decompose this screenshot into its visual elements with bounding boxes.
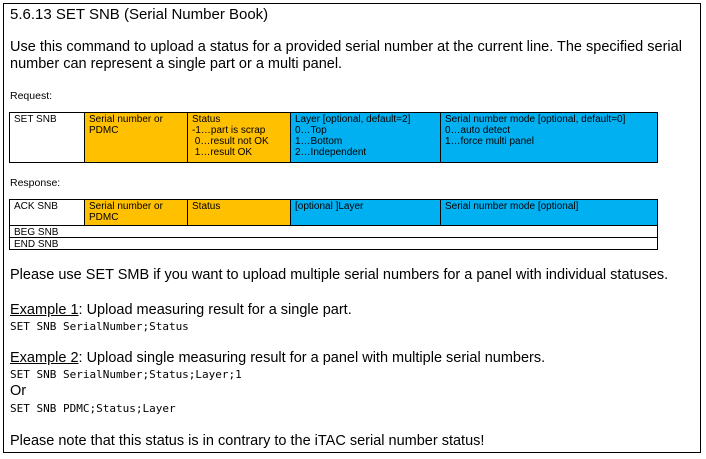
example-2-label: Example 2 (10, 350, 79, 366)
cell-line: Serial number mode [optional, default=0] (445, 114, 626, 125)
cell-line: 0…auto detect (445, 125, 511, 136)
cell-line: 1…Bottom (295, 136, 343, 147)
cell-line: SET SNB (14, 114, 57, 125)
note-final: Please note that this status is in contrary to the iTAC serial number status! (10, 433, 485, 449)
request-mode-cell (440, 112, 658, 163)
response-serial-cell (84, 199, 188, 226)
cell-line: 0…result not OK (192, 136, 269, 147)
response-end-row: END SNB (9, 237, 658, 250)
example-1-label: Example 1 (10, 302, 79, 318)
example-2-code-1: SET SNB SerialNumber;Status;Layer;1 (10, 368, 242, 381)
section-heading: 5.6.13 SET SNB (Serial Number Book) (10, 6, 269, 23)
response-begin-row: BEG SNB (9, 225, 658, 238)
cell-line: 1…force multi panel (445, 136, 534, 147)
request-label: Request: (10, 90, 53, 102)
response-layer-cell (290, 199, 441, 226)
cell-line: PDMC (89, 125, 119, 136)
cell-line: Serial number or (89, 201, 163, 212)
cell-line: -1…part is scrap (192, 125, 266, 136)
cell-line: ACK SNB (14, 201, 58, 212)
cell-line: 2…Independent (295, 147, 367, 158)
response-mode-cell (440, 199, 658, 226)
cell-line: 0…Top (295, 125, 327, 136)
example-1-code: SET SNB SerialNumber;Status (10, 320, 189, 333)
cell-line: Layer [optional, default=2] (295, 114, 411, 125)
cell-line: Status (192, 201, 221, 212)
example-2-line (10, 350, 545, 366)
cell-line: [optional ]Layer (295, 201, 364, 212)
request-layer-cell (290, 112, 441, 163)
example-2-code-2: SET SNB PDMC;Status;Layer (10, 402, 176, 415)
example-2-or: Or (10, 383, 27, 399)
example-1-line (10, 302, 352, 318)
response-label: Response: (10, 177, 61, 189)
cell-line: Serial number or (89, 114, 163, 125)
cell-line: Status (192, 114, 221, 125)
example-1-text: : Upload measuring result for a single part. (78, 302, 352, 318)
cell-line: 1…result OK (192, 147, 253, 158)
request-status-cell (187, 112, 291, 163)
cell-line: Serial number mode [optional] (445, 201, 579, 212)
intro-paragraph: Use this command to upload a status for a provided serial number at the current line. The specified serial number can represent a single part or a multi panel. (10, 39, 682, 72)
cell-line: PDMC (89, 212, 119, 223)
example-2-text: : Upload single measuring result for a panel with multiple serial numbers. (78, 350, 546, 366)
request-command-cell (9, 112, 85, 163)
response-status-cell (187, 199, 291, 226)
response-command-cell (9, 199, 85, 226)
note-smb: Please use SET SMB if you want to upload multiple serial numbers for a panel with individual statuses. (10, 267, 669, 283)
request-serial-cell (84, 112, 188, 163)
